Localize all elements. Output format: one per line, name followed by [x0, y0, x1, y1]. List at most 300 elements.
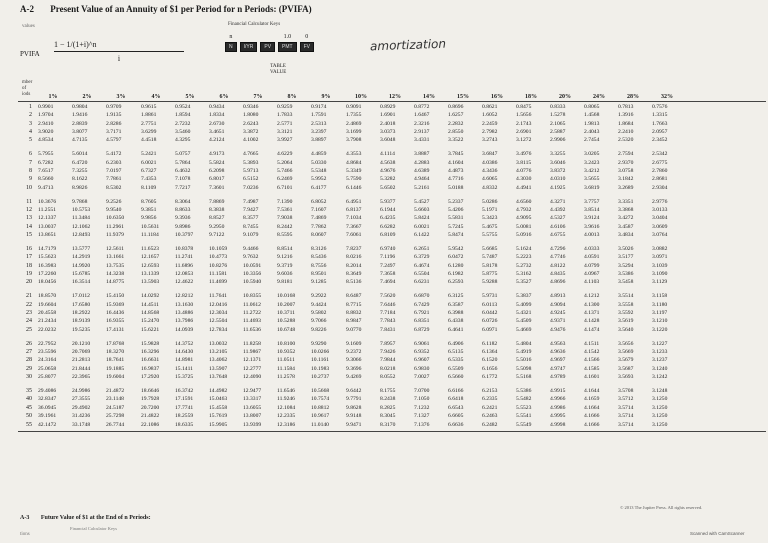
table-cell: 8.8832	[346, 310, 362, 317]
table-cell: 15.2470	[141, 318, 160, 325]
table-cell: 3.1272	[516, 137, 532, 144]
pvifa-formula	[20, 34, 260, 68]
table-cell: 10.0266	[311, 349, 330, 356]
table-cell: 10.3711	[277, 310, 295, 317]
period-label: 10	[26, 184, 32, 191]
table-cell: 10.5631	[141, 223, 160, 230]
table-cell: 7.0236	[243, 184, 259, 191]
table-cell: 4.7296	[550, 246, 566, 253]
table-cell: 3.0373	[380, 129, 396, 136]
table-cell: 4.7932	[516, 207, 532, 214]
table-cell: 9.3936	[175, 215, 191, 222]
table-cell: 18.7641	[106, 357, 125, 364]
table-cell: 11.3484	[72, 215, 90, 222]
table-cell: 6.4641	[448, 326, 464, 333]
table-cell: 4.8122	[550, 262, 566, 269]
table-cell: 4.1212	[584, 293, 600, 300]
table-cell: 4.6229	[277, 151, 293, 158]
table-cell: 6.9352	[414, 349, 430, 356]
table-cell: 5.4321	[516, 310, 532, 317]
table-cell: 3.4587	[618, 223, 634, 230]
table-cell: 1.3315	[652, 112, 668, 119]
table-cell: 11.4699	[209, 279, 227, 286]
table-cell: 13.8651	[38, 232, 57, 239]
table-cell: 9.9471	[346, 421, 362, 428]
table-cell: 2.7751	[141, 120, 157, 127]
table-cell: 2.6901	[516, 129, 532, 136]
table-cell: 4.1666	[584, 413, 600, 420]
table-cell: 17.0112	[72, 293, 90, 300]
table-cell: 8.3170	[380, 421, 396, 428]
table-cell: 4.1371	[584, 310, 600, 317]
table-cell: 4.0799	[584, 262, 600, 269]
table-cell: 3.4976	[516, 151, 532, 158]
table-cell: 6.1656	[482, 365, 498, 372]
table-cell: 4.9173	[209, 151, 225, 158]
table-cell: 0.8065	[584, 104, 600, 110]
table-cell: 3.3868	[618, 207, 634, 214]
table-cell: 3.8514	[584, 207, 600, 214]
table-cell: 13.2105	[209, 349, 228, 356]
table-cell: 4.6106	[550, 223, 566, 230]
table-cell: 0.9804	[72, 104, 88, 110]
key-label: FV	[300, 42, 314, 52]
table-cell: 6.6418	[448, 396, 464, 403]
table-cell: 3.0882	[652, 246, 668, 253]
table-cell: 2.7454	[584, 137, 600, 144]
table-cell: 3.1250	[652, 421, 668, 428]
table-cell: 8.5595	[277, 232, 293, 239]
table-cell: 5.7590	[346, 176, 362, 183]
table-cell: 3.6046	[550, 159, 566, 166]
table-cell: 5.9731	[482, 293, 498, 300]
table-cell: 8.8514	[277, 246, 293, 253]
table-cell: 10.3676	[38, 198, 57, 205]
table-cell: 10.5288	[277, 318, 296, 325]
table-cell: 4.9789	[550, 374, 566, 381]
table-cell: 5.5831	[448, 215, 464, 222]
table-cell: 7.6446	[380, 301, 396, 308]
table-cell: 2.2832	[448, 120, 464, 127]
table-cell: 13.7648	[209, 374, 228, 381]
table-cell: 14.9920	[72, 262, 91, 269]
table-cell: 6.6231	[414, 279, 430, 286]
table-cell: 3.0404	[652, 215, 668, 222]
table-cell: 3.5514	[618, 293, 634, 300]
table-cell: 26.7744	[106, 421, 125, 428]
table-cell: 6.2098	[209, 168, 225, 175]
table-cell: 17.4131	[106, 326, 125, 333]
table-cell: 3.3121	[277, 129, 293, 136]
table-cell: 5.7487	[482, 254, 498, 261]
table-cell: 7.1607	[311, 207, 327, 214]
table-cell: 3.7757	[584, 198, 600, 205]
table-cell: 11.6536	[243, 326, 261, 333]
table-cell: 4.9563	[550, 340, 566, 347]
table-cell: 1.8080	[243, 112, 259, 119]
table-cell: 3.0764	[652, 232, 668, 239]
table-cell: 9.8181	[277, 279, 293, 286]
table-cell: 6.4338	[448, 318, 464, 325]
table-cell: 5.4509	[516, 318, 532, 325]
calculator-keys-label: Financial Calculator Keys	[228, 22, 281, 27]
table-cell: 10.7574	[311, 396, 330, 403]
table-cell: 4.1664	[584, 404, 600, 411]
table-cell: 5.0081	[516, 223, 532, 230]
table-cell: 8.5136	[346, 279, 362, 286]
table-cell: 3.4651	[209, 129, 225, 136]
table-cell: 11.6896	[175, 262, 193, 269]
key-value: n	[229, 34, 233, 40]
table-cell: 8.3649	[346, 271, 362, 278]
table-cell: 6.8137	[346, 207, 362, 214]
table-cell: 14.7179	[38, 246, 57, 253]
column-header: 28%	[627, 94, 639, 100]
table-cell: 5.2421	[141, 151, 157, 158]
table-cell: 18.3270	[106, 349, 125, 356]
table-cell: 6.3729	[414, 254, 430, 261]
table-cell: 12.5611	[106, 246, 124, 253]
table-cell: 22.1086	[141, 421, 160, 428]
table-cell: 22.3965	[72, 374, 91, 381]
table-cell: 1.9135	[106, 112, 122, 119]
table-cell: 2.9304	[652, 184, 668, 191]
table-cell: 5.4527	[414, 198, 430, 205]
table-cell: 0.9524	[175, 104, 191, 110]
table-cell: 6.7429	[414, 301, 430, 308]
table-cell: 8.2825	[380, 404, 396, 411]
table-cell: 7.5620	[380, 293, 396, 300]
table-cell: 23.1148	[106, 396, 124, 403]
table-cell: 12.3034	[209, 310, 228, 317]
table-cell: 3.1180	[652, 301, 668, 308]
table-cell: 5.3527	[516, 279, 532, 286]
table-cell: 21.2813	[72, 357, 91, 364]
table-cell: 2.2459	[482, 120, 498, 127]
key-label: PMT	[278, 42, 297, 52]
table-cell: 6.2469	[277, 176, 293, 183]
table-cell: 9.6442	[346, 388, 362, 395]
table-cell: 3.7845	[448, 151, 464, 158]
table-cell: 5.2223	[516, 254, 532, 261]
table-cell: 0.8696	[448, 104, 464, 110]
key-label: N	[225, 42, 237, 52]
table-cell: 2.8550	[448, 129, 464, 136]
table-cell: 15.1411	[175, 365, 193, 372]
table-cell: 7.7217	[175, 184, 191, 191]
column-header: 24%	[593, 94, 605, 100]
table-cell: 15.4558	[209, 404, 228, 411]
table-cell: 5.5016	[516, 357, 532, 364]
table-cell: 6.5660	[448, 374, 464, 381]
table-cell: 14.2919	[72, 254, 91, 261]
table-cell: 14.0939	[175, 326, 194, 333]
table-cell: 2.4043	[584, 129, 600, 136]
table-cell: 10.4773	[209, 254, 228, 261]
table-cell: 8.3838	[209, 207, 225, 214]
table-cell: 11.9246	[277, 396, 295, 403]
table-cell: 13.9399	[243, 421, 262, 428]
table-cell: 3.7171	[106, 129, 122, 136]
table-cell: 4.5638	[380, 159, 396, 166]
table-cell: 3.5687	[618, 365, 634, 372]
table-cell: 6.7101	[277, 184, 293, 191]
table-cell: 17.8768	[106, 340, 125, 347]
table-cell: 11.0612	[243, 301, 261, 308]
table-cell: 7.3658	[380, 271, 396, 278]
key-value: 0	[305, 34, 309, 40]
table-cell: 9.2922	[311, 293, 327, 300]
table-cell: 5.5523	[516, 404, 532, 411]
table-cell: 42.1472	[38, 421, 57, 428]
period-label: 22	[26, 301, 32, 308]
table-cell: 2.5887	[550, 129, 566, 136]
table-cell: 3.8077	[72, 129, 88, 136]
table-cell: 17.6580	[72, 301, 91, 308]
table-cell: 17.1591	[175, 396, 194, 403]
table-cell: 4.3553	[346, 151, 362, 158]
table-cell: 5.5549	[516, 421, 532, 428]
table-cell: 19.6604	[38, 301, 57, 308]
table-cell: 20.7200	[141, 404, 160, 411]
table-cell: 8.5660	[38, 176, 54, 183]
table-cell: 4.1300	[584, 301, 600, 308]
table-cell: 2.9906	[550, 137, 566, 144]
table-cell: 3.0758	[618, 168, 634, 175]
table-cell: 14.8981	[175, 357, 194, 364]
table-cell: 7.1034	[346, 215, 362, 222]
table-cell: 2.6243	[243, 120, 259, 127]
table-cell: 4.8332	[482, 184, 498, 191]
table-cell: 1.9813	[584, 120, 600, 127]
table-cell: 2.3452	[652, 137, 668, 144]
table-cell: 2.1065	[550, 120, 566, 127]
period-label: 3	[29, 120, 32, 127]
table-cell: 3.1210	[652, 318, 668, 325]
table-cell: 4.1428	[584, 318, 600, 325]
table-cell: 5.1624	[516, 246, 532, 253]
table-cell: 4.1103	[584, 279, 600, 286]
table-cell: 16.3296	[141, 349, 160, 356]
table-cell: 1.6901	[380, 112, 396, 119]
table-cell: 13.4886	[175, 310, 194, 317]
table-cell: 3.1240	[652, 365, 668, 372]
table-cell: 24.5187	[106, 404, 125, 411]
table-cell: 3.8897	[311, 137, 327, 144]
table-cell: 12.7834	[209, 326, 228, 333]
table-cell: 9.1609	[346, 340, 362, 347]
column-header: 7%	[253, 94, 263, 100]
table-cell: 8.2014	[346, 262, 362, 269]
table-cell: 12.1084	[277, 404, 296, 411]
table-cell: 3.4212	[584, 168, 600, 175]
table-cell: 5.5386	[516, 388, 532, 395]
table-cell: 4.1002	[243, 137, 259, 144]
table-cell: 13.1630	[175, 301, 194, 308]
table-value-label	[270, 64, 286, 76]
table-cell: 5.7245	[448, 223, 464, 230]
table-cell: 7.9426	[380, 349, 396, 356]
table-cell: 5.9713	[243, 168, 259, 175]
table-cell: 6.7327	[141, 168, 157, 175]
table-cell: 11.0140	[311, 421, 329, 428]
table-cell: 8.0552	[380, 374, 396, 381]
table-cell: 6.6636	[448, 421, 464, 428]
table-cell: 6.5152	[243, 176, 259, 183]
table-cell: 20.4558	[38, 310, 57, 317]
table-cell: 6.6543	[448, 404, 464, 411]
period-label: 14	[26, 223, 32, 230]
next-table-calc-label: Financial Calculator Keys	[70, 526, 117, 531]
table-cell: 11.1184	[141, 232, 159, 239]
table-cell: 3.5708	[618, 388, 634, 395]
table-cell: 12.9477	[243, 388, 262, 395]
table-cell: 15.9828	[141, 340, 160, 347]
table-cell: 3.1248	[652, 388, 668, 395]
table-cell: 6.6870	[414, 293, 430, 300]
table-cell: 6.3125	[448, 293, 464, 300]
table-cell: 13.5907	[209, 365, 228, 372]
table-cell: 3.8115	[516, 159, 532, 166]
table-cell: 9.6036	[277, 271, 293, 278]
table-cell: 12.8493	[72, 232, 91, 239]
table-cell: 21.4822	[141, 413, 160, 420]
table-cell: 1.7355	[346, 112, 362, 119]
table-cell: 4.9676	[380, 168, 396, 175]
table-cell: 3.5619	[618, 318, 634, 325]
table-cell: 6.4720	[72, 159, 88, 166]
table-cell: 4.1114	[380, 151, 395, 158]
table-cell: 13.0037	[38, 223, 57, 230]
table-cell: 22.0232	[38, 326, 57, 333]
table-cell: 11.9867	[243, 349, 261, 356]
table-cell: 4.8684	[346, 159, 362, 166]
table-cell: 9.2526	[106, 198, 122, 205]
table-cell: 7.1232	[414, 404, 430, 411]
table-cell: 4.1511	[584, 340, 600, 347]
table-cell: 0.7813	[618, 104, 634, 110]
table-cell: 21.4872	[106, 388, 125, 395]
table-cell: 10.3797	[175, 232, 194, 239]
table-cell: 21.2434	[38, 318, 57, 325]
table-cell: 12.1657	[141, 254, 160, 261]
table-cell: 6.0726	[482, 318, 498, 325]
table-cell: 6.1520	[482, 357, 498, 364]
table-cell: 7.1327	[414, 413, 430, 420]
table-cell: 5.4099	[516, 301, 532, 308]
table-cell: 4.0967	[584, 271, 600, 278]
table-cell: 10.6748	[277, 326, 296, 333]
table-cell: 9.1079	[243, 232, 259, 239]
table-cell: 9.3719	[277, 262, 293, 269]
column-header: 12%	[389, 94, 401, 100]
table-cell: 3.3351	[618, 198, 634, 205]
table-cell: 6.2153	[482, 388, 498, 395]
table-cell: 6.1944	[380, 207, 396, 214]
table-cell: 11.2741	[175, 254, 193, 261]
table-cell: 6.8052	[311, 198, 327, 205]
table-cell: 6.5504	[414, 271, 430, 278]
table-cell: 3.6819	[584, 184, 600, 191]
table-cell: 3.4272	[618, 215, 634, 222]
period-label: 18	[26, 262, 32, 269]
table-cell: 4.0310	[550, 176, 566, 183]
table-cell: 3.5693	[618, 374, 634, 381]
table-cell: 24.3164	[38, 357, 57, 364]
table-number: A-2	[20, 4, 34, 14]
table-cell: 18.0456	[38, 279, 57, 286]
table-cell: 5.2732	[516, 262, 532, 269]
table-cell: 5.7466	[277, 168, 293, 175]
table-cell: 6.2303	[106, 159, 122, 166]
table-cell: 7.9844	[380, 357, 396, 364]
table-cell: 6.6605	[448, 413, 464, 420]
table-cell: 6.0442	[482, 310, 498, 317]
table-cell: 31.4236	[72, 413, 91, 420]
table-cell: 1.4568	[584, 112, 600, 119]
table-cell: 10.2737	[311, 374, 330, 381]
period-label: 24	[26, 318, 32, 325]
table-cell: 6.5135	[448, 349, 464, 356]
table-cell: 13.7986	[175, 318, 194, 325]
table-cell: 16.6631	[141, 357, 160, 364]
table-cell: 3.5177	[618, 254, 634, 261]
column-header: 18%	[525, 94, 537, 100]
table-cell: 3.1220	[652, 326, 668, 333]
table-cell: 4.8534	[38, 137, 54, 144]
table-cell: 11.0511	[277, 357, 295, 364]
table-cell: 4.8696	[550, 279, 566, 286]
table-cell: 9.5802	[311, 310, 327, 317]
table-cell: 15.4150	[106, 293, 125, 300]
table-cell: 8.5436	[311, 254, 327, 261]
table-cell: 8.3045	[380, 413, 396, 420]
table-cell: 7.3255	[72, 168, 88, 175]
table-cell: 5.0330	[311, 159, 327, 166]
table-cell: 29.4902	[72, 404, 91, 411]
table-cell: 7.0700	[414, 388, 430, 395]
table-cell: 2.2410	[618, 129, 634, 136]
table-cell: 9.7632	[243, 254, 259, 261]
table-cell: 10.9352	[277, 349, 296, 356]
period-label: 45	[26, 404, 32, 411]
period-label: 13	[26, 215, 32, 222]
table-cell: 3.1090	[652, 271, 668, 278]
table-cell: 9.0770	[346, 326, 362, 333]
period-label: 15	[26, 232, 32, 239]
table-cell: 4.8913	[550, 293, 566, 300]
table-cell: 22.7952	[38, 340, 57, 347]
table-cell: 0.9901	[38, 104, 54, 110]
table-cell: 9.9540	[106, 207, 122, 214]
side-label-bottom: tions	[20, 532, 30, 537]
key-label: PV	[260, 42, 275, 52]
table-cell: 4.4392	[550, 207, 566, 214]
table-cell: 9.7066	[311, 318, 327, 325]
table-cell: 10.0591	[243, 262, 262, 269]
table-cell: 10.2007	[277, 301, 296, 308]
table-cell: 0.9615	[141, 104, 157, 110]
table-cell: 4.3436	[482, 168, 498, 175]
period-label: 25	[26, 326, 32, 333]
table-cell: 6.5335	[448, 357, 464, 364]
table-cell: 2.7594	[618, 151, 634, 158]
table-cell: 0.9174	[311, 104, 327, 110]
period-label: 4	[29, 129, 32, 136]
table-cell: 25.7298	[106, 413, 125, 420]
table-cell: 19.5235	[72, 326, 91, 333]
table-cell: 2.9370	[618, 159, 634, 166]
